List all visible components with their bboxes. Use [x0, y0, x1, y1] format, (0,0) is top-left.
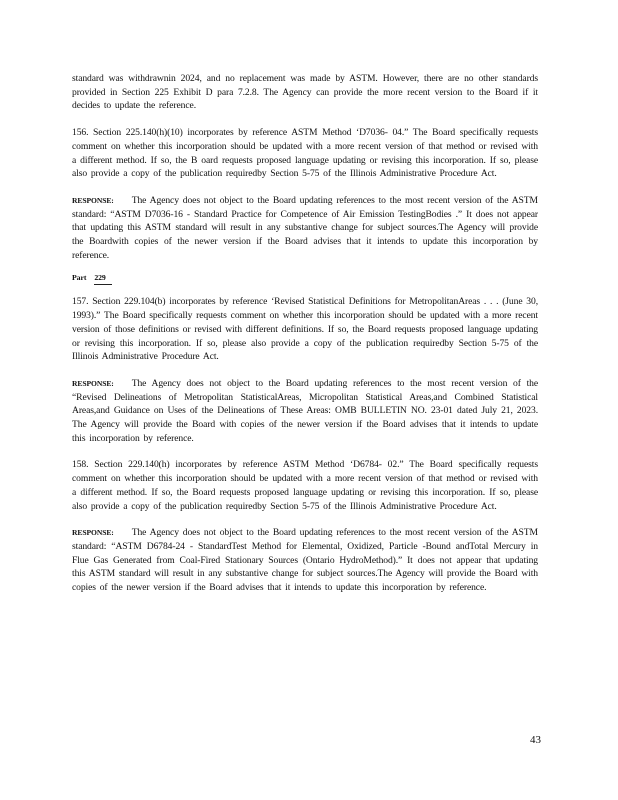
response-label: RESPONSE:: [72, 378, 114, 388]
page-number: 43: [530, 734, 541, 746]
paragraph-item-158: 158. Section 229.140(h) incorporates by reference ASTM Method ‘D6784- 02.” The Board specifically requests comment on whether this incorporation should be updated with a more recent version of that method or revised with a different method. If so, the Board requests proposed language updating or revising this incorporation. If so, please also provide a copy of the publication requiredby Section 5-75 of the Illinois Administrative Procedure Act.: [72, 459, 538, 512]
paragraph-item-156: 156. Section 225.140(h)(10) incorporates by reference ASTM Method ‘D7036- 04.” The Board specifically requests comment on whether this incorporation should be updated with a more recent version of that method or revised with a different method. If so, the B oard requests proposed language updating or revising this incorporation. If so, please also provide a copy of the publication requiredby Section 5-75 of the Illinois Administrative Procedure Act.: [72, 127, 538, 180]
response-text: The Agency does not object to the Board updating references to the most recent version of the “Revised Delineations of Metropolitan StatisticalAreas, Micropolitan Statistical Areas,and Combined Statistical Areas,and Guidance on Uses of the Delineations of These Areas: OMB BULLETIN NO. 23-01 dated July 21, 2023. The Agency will provide the Board with copies of the newer version if the Board advises that it intends to update this incorporation by reference.: [72, 377, 538, 444]
paragraph-standard-withdrawn: standard was withdrawnin 2024, and no replacement was made by ASTM. However, there are no other standards provided in Section 225 Exhibit D para 7.2.8. The Agency can provide the more recent version to the Board if it decides to update the reference.: [72, 73, 538, 112]
page-content: [72, 72, 538, 595]
paragraph-item-157: 157. Section 229.104(b) incorporates by reference ‘Revised Statistical Definitions for MetropolitanAreas . . . (June 30, 1993).” The Board specifically requests comment on whether this incorporation should be updated with a more recent version of those definitions or revised with different definitions. If so, the Board requests proposed language updating or revising this incorporation. If so, please also provide a copy of the publication requiredby Section 5-75 of the Illinois Administrative Procedure Act.: [72, 296, 538, 363]
response-label: RESPONSE:: [72, 528, 114, 538]
response-label: RESPONSE:: [72, 195, 114, 205]
response-item-157: [72, 377, 538, 446]
response-text: The Agency does not object to the Board updating references to the most recent version of the ASTM standard: “ASTM D6784-24 - StandardTest Method for Elemental, Oxidized, Particle -Bound andTotal Mercury in Flue Gas Generated from Coal-Fired Stationary Sources (Ontario HydroMethod).” It does not appear that updating this ASTM standard will result in any substantive change for subject sources.The Agency will provide the Board with copies of the newer version if the Board advises that it intends to update this incorporation by reference.: [72, 527, 538, 594]
part-heading: [72, 272, 538, 285]
response-item-156: [72, 194, 538, 263]
response-text: The Agency does not object to the Board updating references to the most recent version of the ASTM standard: “ASTM D7036-16 - Standard Practice for Competence of Air Emission TestingBodies .” It does not appear that updating this ASTM standard will result in any substantive change for subject sources.The Agency will provide the Boardwith copies of the newer version if the Board advises that it intends to update this incorporation by reference.: [72, 194, 538, 261]
part-number: 229: [94, 272, 111, 285]
part-label: Part: [72, 273, 87, 283]
response-item-158: [72, 526, 538, 595]
